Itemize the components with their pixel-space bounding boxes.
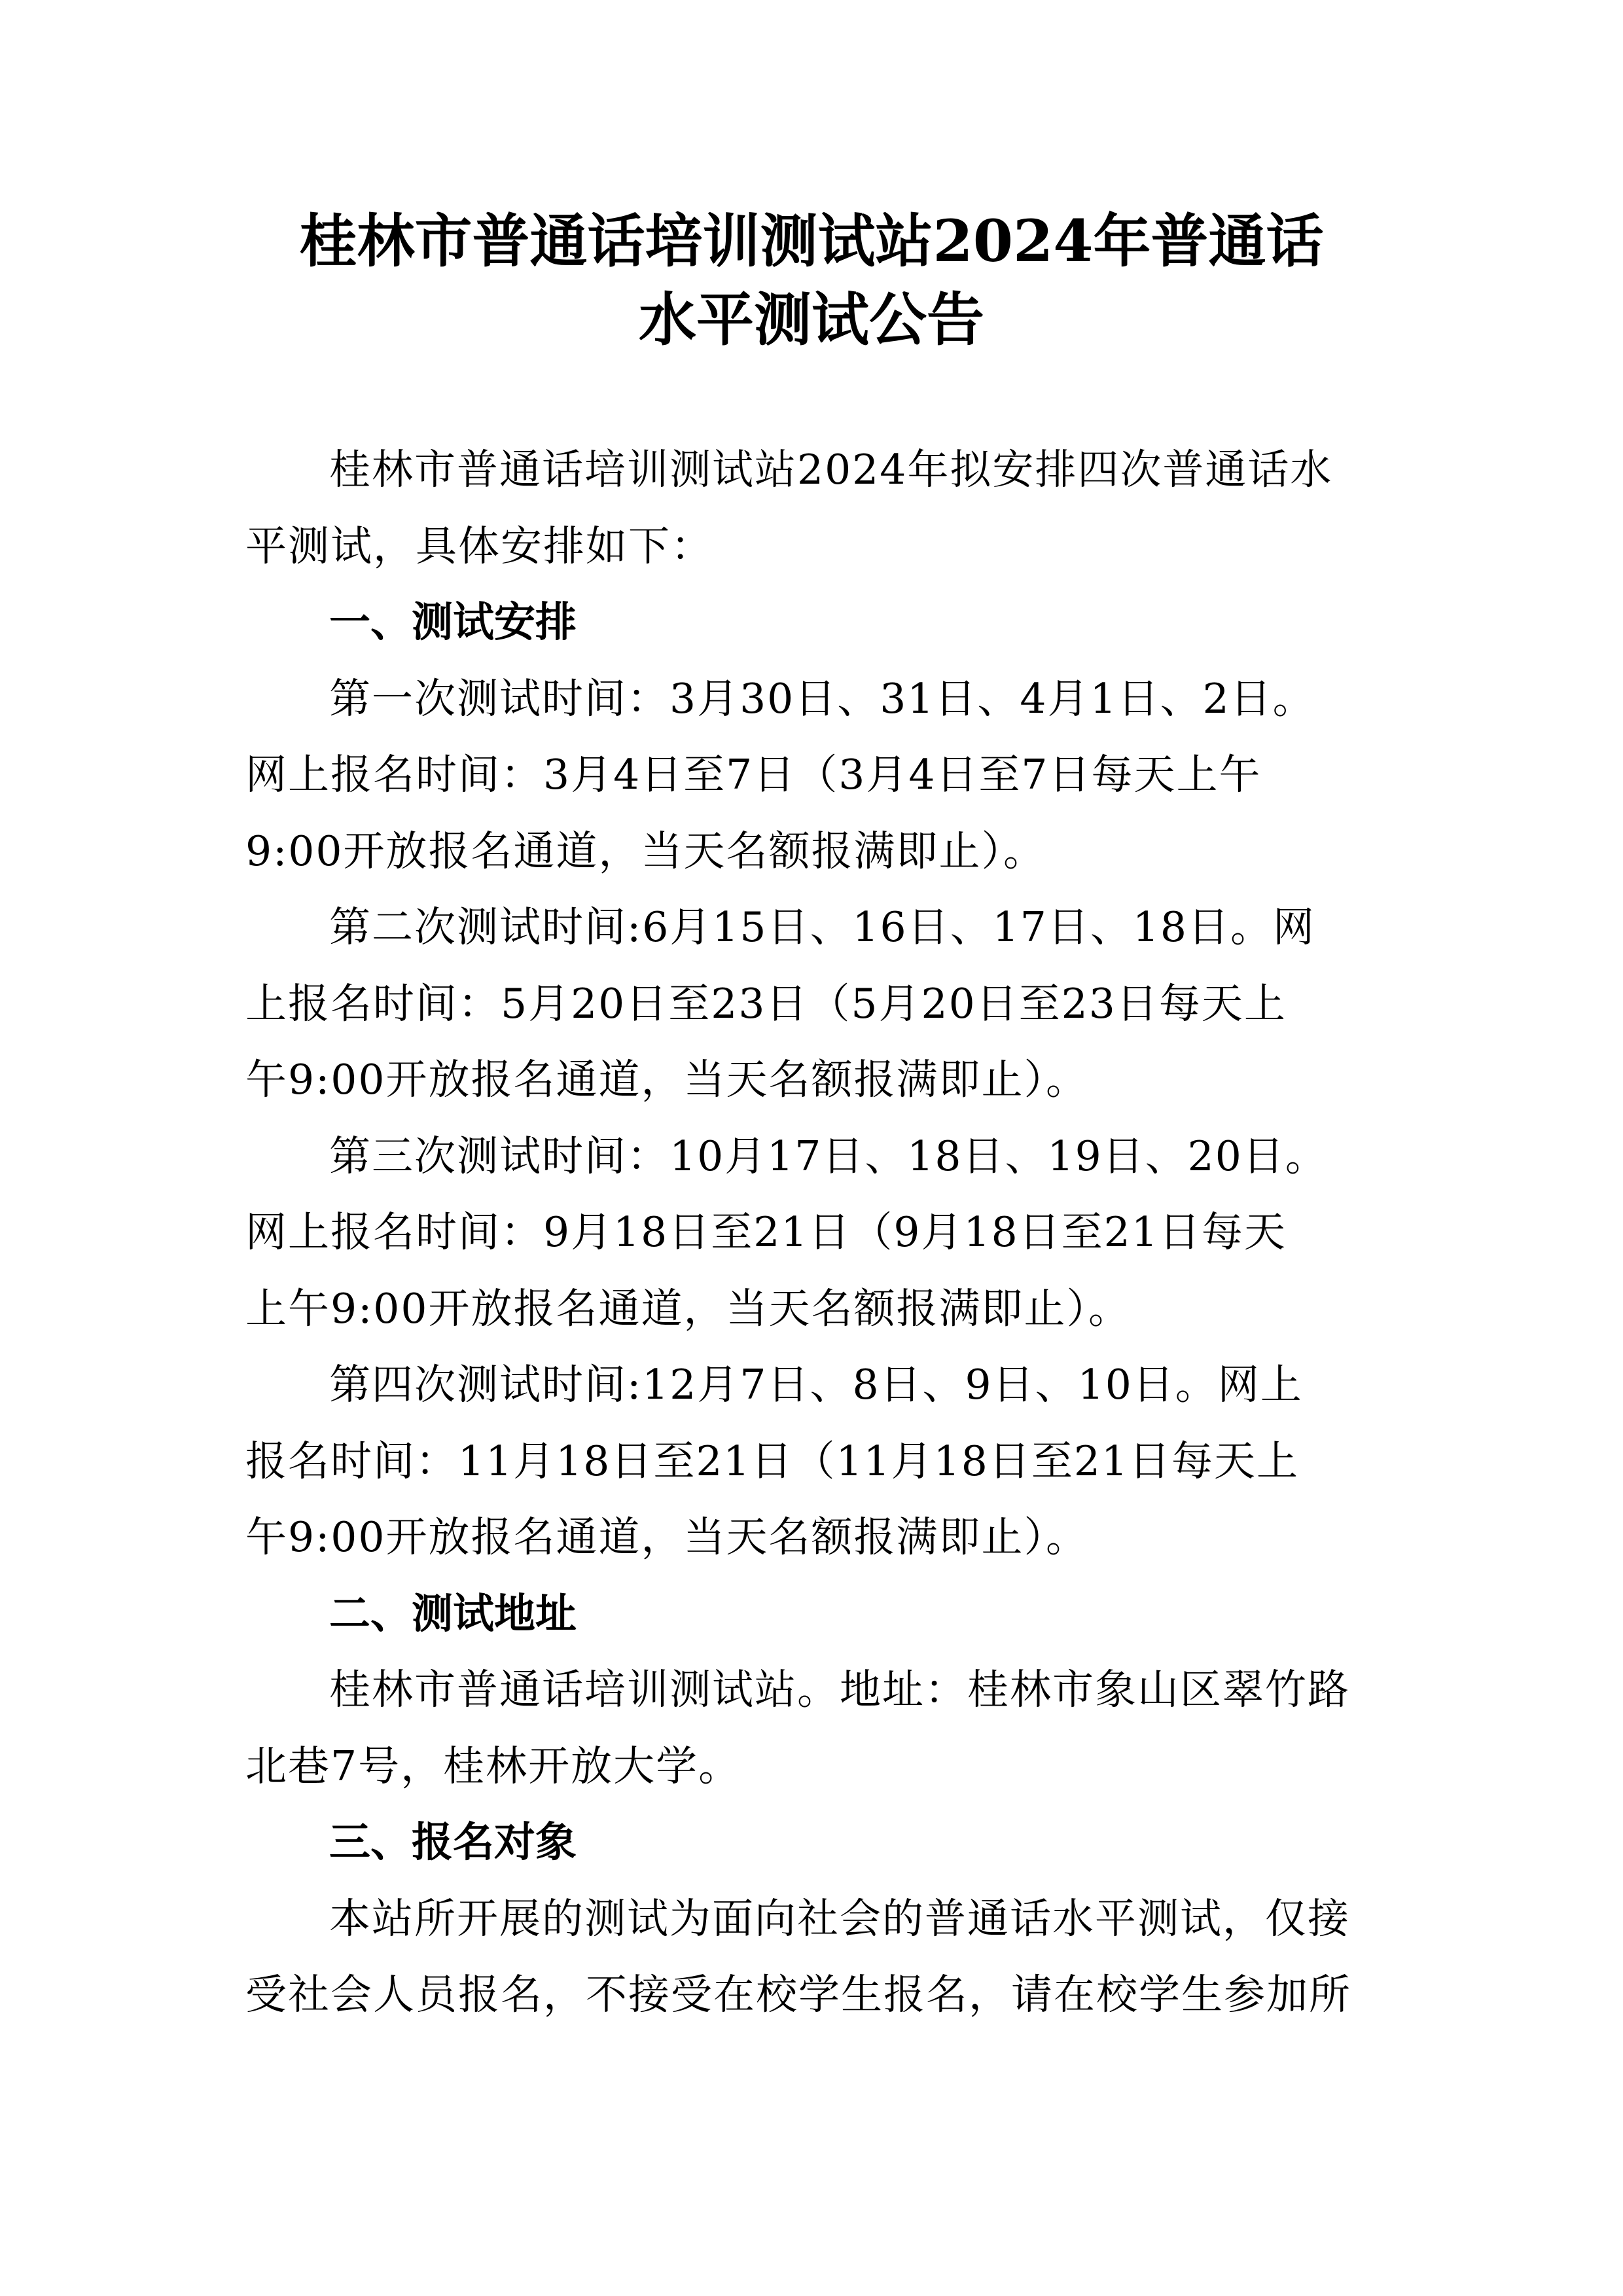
document-body — [245, 432, 1378, 2034]
section-3-heading: 三、报名对象 — [329, 1818, 577, 1866]
section-1-heading: 一、测试安排 — [329, 598, 577, 646]
eligibility-line-2: 受社会人员报名，不接受在校学生报名，请在校学生参加所 — [245, 1971, 1351, 2018]
round-2-line-1: 第二次测试时间:6月15日、16日、17日、18日。网 — [329, 903, 1315, 951]
round-2-line-2: 上报名时间：5月20日至23日（5月20日至23日每天上 — [245, 979, 1287, 1028]
round-3-line-1: 第三次测试时间：10月17日、18日、19日、20日。 — [329, 1132, 1328, 1180]
intro-line-1: 桂林市普通话培训测试站2024年拟安排四次普通话水 — [329, 446, 1333, 493]
section-2-heading: 二、测试地址 — [329, 1589, 577, 1638]
address-line-1: 桂林市普通话培训测试站。地址：桂林市象山区翠竹路 — [329, 1666, 1350, 1713]
eligibility-line-1: 本站所开展的测试为面向社会的普通话水平测试，仅接 — [329, 1894, 1350, 1943]
round-4-line-1: 第四次测试时间:12月7日、8日、9日、10日。网上 — [329, 1361, 1303, 1408]
round-1-line-1: 第一次测试时间：3月30日、31日、4月1日、2日。 — [329, 674, 1315, 723]
round-3-line-3: 上午9:00开放报名通道，当天名额报满即止）。 — [245, 1284, 1131, 1333]
document-title-line-1: 桂林市普通话培训测试站2024年普通话 — [299, 207, 1324, 275]
address-line-2: 北巷7号，桂林开放大学。 — [245, 1742, 741, 1790]
round-2-line-3: 午9:00开放报名通道，当天名额报满即止）。 — [245, 1056, 1088, 1103]
round-3-line-2: 网上报名时间：9月18日至21日（9月18日至21日每天 — [245, 1208, 1287, 1256]
round-1-line-3: 9:00开放报名通道，当天名额报满即止）。 — [245, 827, 1046, 875]
intro-line-2: 平测试，具体安排如下： — [245, 522, 713, 570]
document-title-line-2: 水平测试公告 — [638, 285, 984, 353]
round-4-line-2: 报名时间：11月18日至21日（11月18日至21日每天上 — [245, 1437, 1299, 1485]
round-1-line-2: 网上报名时间：3月4日至7日（3月4日至7日每天上午 — [245, 751, 1262, 798]
round-4-line-3: 午9:00开放报名通道，当天名额报满即止）。 — [245, 1513, 1088, 1561]
